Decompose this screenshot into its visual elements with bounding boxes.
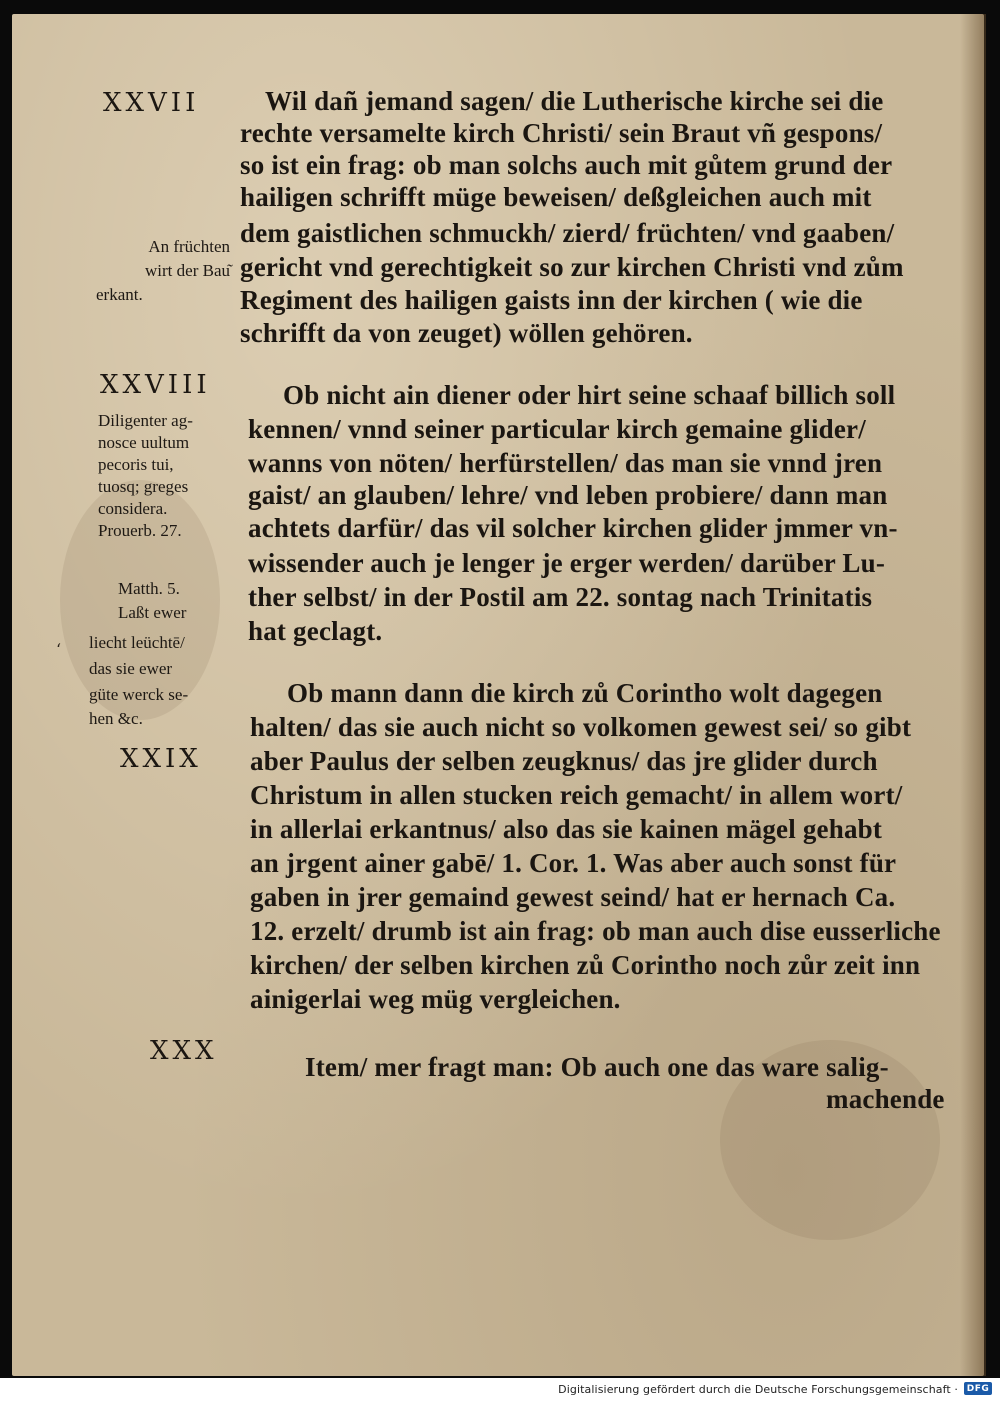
- text-line: Christum in allen stucken reich gemacht/ in allem wort/: [250, 780, 903, 810]
- catchword: machende: [826, 1084, 945, 1114]
- margin-note-line: Matth. 5.: [118, 579, 180, 598]
- margin-note-line: liecht leüchtē/: [89, 633, 185, 652]
- text-line: kennen/ vnnd seiner particular kirch gemaine glider/: [248, 414, 866, 444]
- margin-note-line: pecoris tui,: [98, 455, 174, 474]
- text-line: ainigerlai weg müg vergleichen.: [250, 984, 621, 1014]
- text-line: Regiment des hailigen gaists inn der kirchen ( wie die: [240, 285, 863, 315]
- ink-mark: ʻ: [56, 640, 62, 659]
- margin-note-line: nosce uultum: [98, 433, 190, 452]
- section-number: XXX: [150, 1036, 218, 1066]
- dfg-logo: DFG: [964, 1382, 992, 1395]
- margin-note-line: das sie ewer: [89, 659, 173, 678]
- margin-note-line: considera.: [98, 499, 168, 518]
- text-line: rechte versamelte kirch Christi/ sein Braut vñ gespons/: [240, 118, 883, 148]
- text-line: an jrgent ainer gabē/ 1. Cor. 1. Was aber auch sonst für: [250, 848, 897, 878]
- text-line: gaben in jrer gemaind gewest seind/ hat er hernach Ca.: [250, 882, 896, 912]
- margin-note-line: wirt der Bau͂: [145, 261, 230, 280]
- text-line: aber Paulus der selben zeugknus/ das jre glider durch: [250, 746, 878, 776]
- margin-note-line: An früchten: [148, 237, 230, 256]
- text-line: Wil dañ jemand sagen/ die Lutherische kirche sei die: [265, 86, 884, 116]
- text-line: achtets darfür/ das vil solcher kirchen glider jmmer vn-: [248, 513, 898, 543]
- text-line: gericht vnd gerechtigkeit so zur kirchen Christi vnd zům: [240, 252, 904, 282]
- margin-note-line: Laßt ewer: [118, 603, 187, 622]
- margin-note-line: Prouerb. 27.: [98, 521, 182, 540]
- text-line: Ob mann dann die kirch zů Corintho wolt dagegen: [287, 678, 883, 708]
- text-line: schrifft da von zeuget) wöllen gehören.: [240, 318, 693, 348]
- text-line: wanns von nöten/ herfürstellen/ das man sie vnnd jren: [248, 448, 883, 478]
- margin-note-line: hen &c.: [89, 709, 143, 728]
- text-line: 12. erzelt/ drumb ist ain frag: ob man auch dise eusserliche: [250, 916, 941, 946]
- section-number: XXIX: [120, 744, 202, 774]
- text-line: hailigen schrifft müge beweisen/ deßgleichen auch mit: [240, 182, 872, 212]
- text-line: Ob nicht ain diener oder hirt seine schaaf billich soll: [283, 380, 896, 410]
- text-line: dem gaistlichen schmuckh/ zierd/ früchten/ vnd gaaben/: [240, 218, 895, 248]
- text-line: Item/ mer fragt man: Ob auch one das ware salig-: [305, 1052, 889, 1082]
- text-line: gaist/ an glauben/ lehre/ vnd leben probiere/ dann man: [248, 480, 888, 510]
- text-line: in allerlai erkantnus/ also das sie kainen mägel gehabt: [250, 814, 883, 844]
- text-line: halten/ das sie auch nicht so volkomen gewest sei/ so gibt: [250, 712, 912, 742]
- text-line: kirchen/ der selben kirchen zů Corintho noch zůr zeit inn: [250, 950, 921, 980]
- margin-note-line: erkant.: [96, 285, 143, 304]
- page-edge-shadow: [960, 14, 986, 1376]
- margin-note-line: tuosq; greges: [98, 477, 189, 496]
- text-line: wissender auch je lenger je erger werden/ darüber Lu-: [248, 548, 886, 578]
- text-line: so ist ein frag: ob man solchs auch mit gůtem grund der: [240, 150, 893, 180]
- digitization-credit: Digitalisierung gefördert durch die Deutsche Forschungsgemeinschaft ·: [558, 1383, 958, 1396]
- text-line: ther selbst/ in der Postil am 22. sontag nach Trinitatis: [248, 582, 873, 612]
- margin-note-line: güte werck se-: [89, 685, 189, 704]
- section-number: XXVIII: [100, 370, 211, 400]
- section-number: XXVII: [103, 88, 200, 118]
- text-line: hat geclagt.: [248, 616, 383, 646]
- margin-note-line: Diligenter ag-: [98, 411, 193, 430]
